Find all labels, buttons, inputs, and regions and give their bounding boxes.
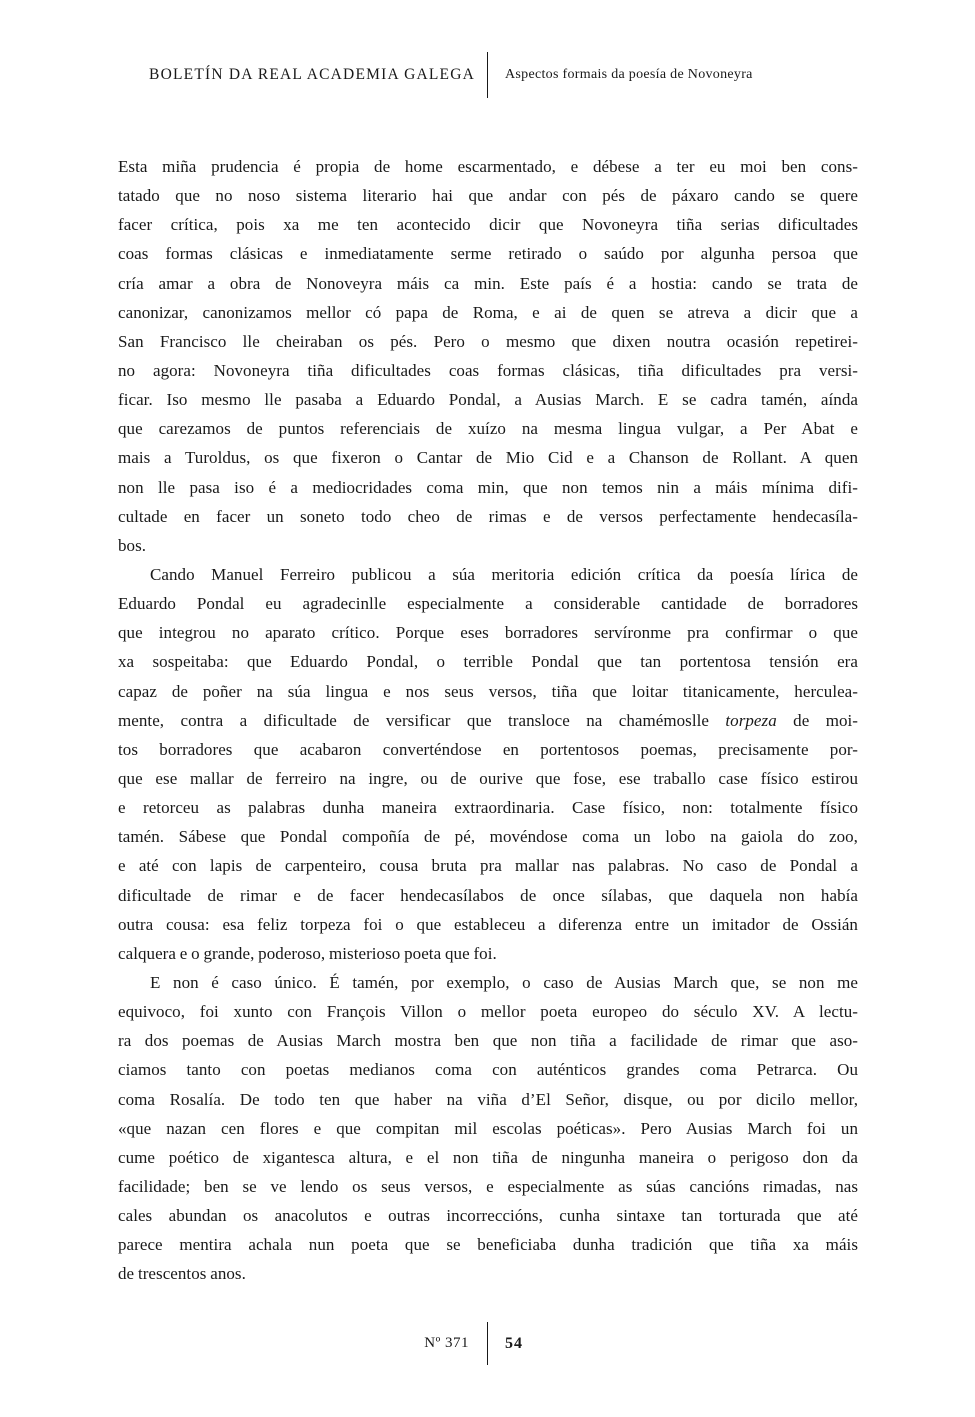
text-line: bos. (118, 535, 147, 555)
text-line: Cando Manuel Ferreiro publicou a súa meritoria edición crítica da poesía lírica de (150, 564, 858, 584)
text-line: dificultade de rimar e de facer hendecasílabos de once sílabas, que daquela non había (118, 885, 858, 905)
text-line: cume poético de xigantesca altura, e el non tiña de ningunha maneira o perigoso don da (118, 1147, 858, 1167)
text-line: San Francisco lle cheiraban os pés. Pero o mesmo que dixen noutra ocasión repetirei- (118, 331, 858, 351)
text-line: parece mentira achala nun poeta que se beneficiaba dunha tradición que tiña xa máis (118, 1235, 858, 1255)
text-line: tamén. Sábese que Pondal compoñía de pé, movéndose coma un lobo na gaiola do zoo, (118, 827, 858, 847)
text-line: E non é caso único. É tamén, por exemplo, o caso de Ausias March que, se non me (150, 972, 858, 992)
text-line: ficar. Iso mesmo lle pasaba a Eduardo Pondal, a Ausias March. E se cadra tamén, aínda (118, 390, 858, 410)
article-body (118, 152, 858, 1288)
text-line: tos borradores que acabaron converténdose en portentosos poemas, precisamente por- (118, 739, 858, 759)
text-line: que ese mallar de ferreiro na ingre, ou de ourive que fose, ese traballo case físico estirou (118, 768, 858, 788)
text-line: mente, contra a dificultade de versificar que transloce na chamémoslle torpeza de moi- (118, 710, 858, 730)
text-line: equivoco, foi xunto con François Villon o mellor poeta europeo do século XV. A lectu- (118, 1002, 858, 1022)
page-footer (0, 1322, 975, 1365)
text-line: coas formas clásicas e inmediatamente serme retirado o saúdo por algunha persoa que (118, 244, 858, 264)
text-line: cría amar a obra de Nonoveyra máis ca min. Este país é a hostia: cando se trata de (118, 273, 858, 293)
text-line: facilidade; ben se ve lendo os seus versos, e especialmente as súas cancións rimadas, nas (118, 1176, 858, 1196)
text-line: mais a Turoldus, os que fixeron o Cantar de Mio Cid e a Chanson de Rollant. A quen (118, 448, 858, 468)
text-line: ciamos tanto con poetas medianos coma con auténticos grandes coma Petrarca. Ou (118, 1060, 858, 1080)
text-line: outra cousa: esa feliz torpeza foi o que estableceu a diferenza entre un imitador de Ossián (118, 914, 858, 934)
text-line: cultade en facer un soneto todo cheo de rimas e de versos perfectamente hendecasíla- (118, 506, 858, 526)
running-head (0, 52, 975, 98)
text-line: Esta miña prudencia é propia de home escarmentado, e débese a ter eu moi ben cons- (118, 157, 858, 176)
text-line: tatado que no noso sistema literario hai que andar con pés de páxaro cando se quere (118, 186, 858, 206)
issue-number: Nº 371 (424, 1335, 469, 1351)
text-line: Eduardo Pondal eu agradecinlle especialmente a considerable cantidade de borradores (118, 594, 858, 614)
text-line: cales abundan os anacolutos e outras incorreccións, cunha sintaxe tan torturada que até (118, 1206, 858, 1226)
text-line: calquera e o grande, poderoso, misterioso poeta que foi. (118, 943, 497, 963)
page-number: 54 (505, 1334, 523, 1352)
text-line: canonizar, canonizamos mellor có papa de Roma, e ai de quen se atreva a dicir que a (118, 302, 858, 322)
text-line: que carezamos de puntos referenciais de xuízo na mesma lingua vulgar, a Per Abat e (118, 419, 858, 439)
text-line: «que nazan cen flores e que compitan mil escolas poéticas». Pero Ausias March foi un (118, 1118, 858, 1138)
text-line: xa sospeitaba: que Eduardo Pondal, o terrible Pondal que tan portentosa tensión era (118, 652, 858, 672)
text-line: capaz de poñer na súa lingua e nos seus versos, tiña que loitar titanicamente, herculea- (118, 681, 858, 701)
text-line: coma Rosalía. De todo ten que haber na viña d’El Señor, disque, ou por dicilo mellor, (118, 1089, 858, 1109)
text-line: no agora: Novoneyra tiña dificultades coas formas clásicas, tiña dificultades pra versi- (118, 360, 858, 380)
text-line: e até con lapis de carpenteiro, cousa bruta pra mallar nas palabras. No caso de Pondal a (118, 856, 858, 876)
text-line: de trescentos anos. (118, 1264, 246, 1284)
journal-title: BOLETÍN DA REAL ACADEMIA GALEGA (149, 66, 475, 83)
article-title: Aspectos formais da poesía de Novoneyra (505, 67, 753, 82)
text-line: ra dos poemas de Ausias March mostra ben que non tiña a facilidade de rimar que aso- (118, 1031, 858, 1051)
text-line: e retorceu as palabras dunha maneira extraordinaria. Case físico, non: totalmente físico (118, 798, 858, 818)
text-line: non lle pasa iso é a mediocridades coma min, que non temos nin a máis mínima difi- (118, 477, 858, 497)
text-line: facer crítica, pois xa me ten acontecido dicir que Novoneyra tiña serias dificultades (118, 215, 858, 235)
text-line: que integrou no aparato crítico. Porque eses borradores servíronme pra confirmar o que (118, 623, 858, 643)
